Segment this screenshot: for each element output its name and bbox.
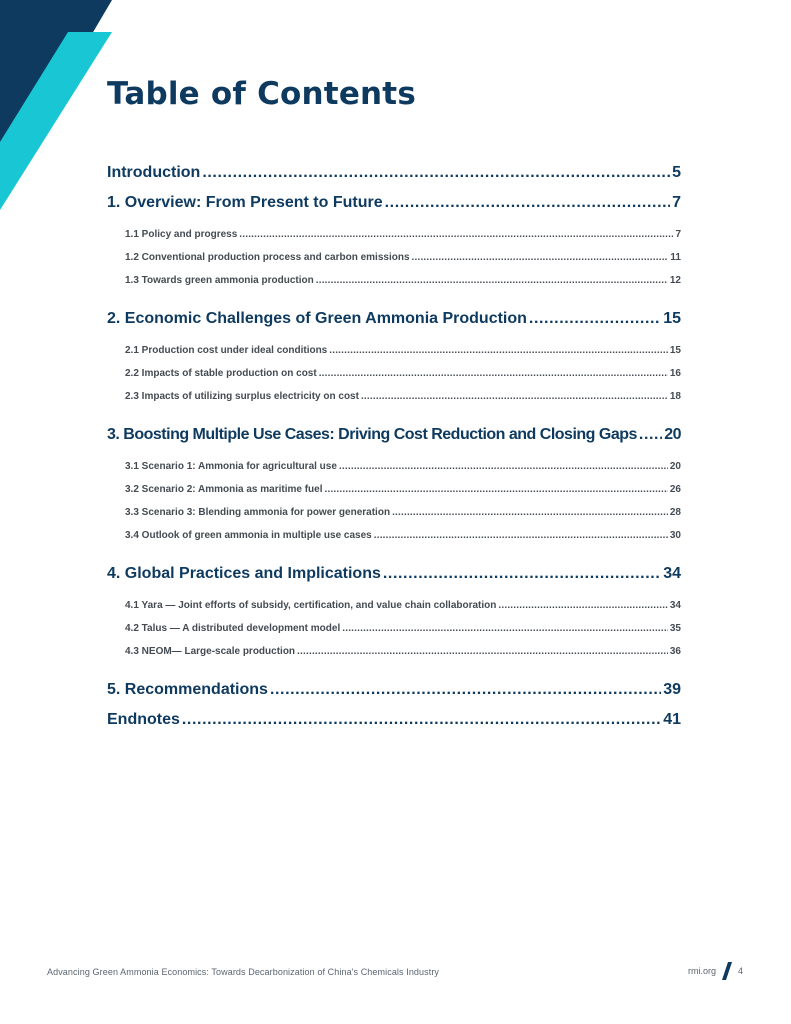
dot-leader (374, 524, 668, 547)
toc-entry-section-4-3[interactable] (107, 640, 681, 663)
toc-entry-section-2[interactable] (107, 304, 681, 334)
toc-entry-section-1-1[interactable] (107, 223, 681, 246)
dot-leader (202, 158, 670, 188)
toc-entry-page: 41 (663, 711, 681, 728)
toc-entry-label: 4.2 Talus — A distributed development model (125, 623, 341, 634)
toc-entry-page: 20 (664, 426, 681, 443)
toc-entry-label: 2. Economic Challenges of Green Ammonia Production (107, 310, 527, 327)
toc-entry-section-5[interactable] (107, 675, 681, 705)
dot-leader (392, 501, 668, 524)
dot-leader (324, 478, 667, 501)
dot-leader (239, 223, 673, 246)
dot-leader (270, 675, 661, 705)
dot-leader (412, 246, 669, 269)
toc-entry-introduction[interactable] (107, 158, 681, 188)
toc-entry-label: 5. Recommendations (107, 681, 268, 698)
toc-entry-section-1-3[interactable] (107, 269, 681, 292)
toc-entry-page: 35 (669, 623, 681, 634)
toc-entry-label: 3.3 Scenario 3: Blending ammonia for power generation (125, 507, 391, 518)
toc-entry-label: 2.3 Impacts of utilizing surplus electricity on cost (125, 391, 359, 402)
toc-entry-label: 1.1 Policy and progress (125, 229, 238, 240)
toc-entry-label: Endnotes (107, 711, 180, 728)
toc-entry-label: 2.1 Production cost under ideal conditions (125, 345, 328, 356)
toc-entry-label: 3.2 Scenario 2: Ammonia as maritime fuel (125, 484, 323, 495)
toc-entry-page: 18 (669, 391, 681, 402)
dot-leader (342, 617, 668, 640)
dot-leader (182, 705, 661, 735)
toc-entry-page: 15 (669, 345, 681, 356)
toc-entry-section-4-2[interactable] (107, 617, 681, 640)
toc-entry-page: 39 (663, 681, 681, 698)
toc-entry-label: 1. Overview: From Present to Future (107, 194, 383, 211)
dot-leader (529, 304, 661, 334)
toc-entry-page: 5 (672, 164, 681, 181)
toc-entry-page: 20 (669, 461, 681, 472)
toc-entry-label: 4.3 NEOM— Large-scale production (125, 646, 296, 657)
toc-entry-section-1[interactable] (107, 188, 681, 218)
toc-entry-section-3-3[interactable] (107, 501, 681, 524)
dot-leader (383, 559, 661, 589)
toc-entry-section-2-1[interactable] (107, 339, 681, 362)
dot-leader (385, 188, 670, 218)
toc-entry-section-2-3[interactable] (107, 385, 681, 408)
dot-leader (339, 455, 668, 478)
toc-entry-label: 3.1 Scenario 1: Ammonia for agricultural use (125, 461, 337, 472)
toc-entry-section-4-1[interactable] (107, 594, 681, 617)
toc-entry-section-4[interactable] (107, 559, 681, 589)
dot-leader (498, 594, 667, 617)
toc-entry-section-3-4[interactable] (107, 524, 681, 547)
toc-entry-page: 16 (669, 368, 681, 379)
dot-leader (316, 269, 668, 292)
toc-entry-section-1-2[interactable] (107, 246, 681, 269)
toc-entry-page: 34 (669, 600, 681, 611)
toc-entry-label: 3.4 Outlook of green ammonia in multiple use cases (125, 530, 372, 541)
footer-site-link[interactable]: rmi.org (687, 966, 716, 976)
dot-leader (329, 339, 668, 362)
toc-entry-label: 1.3 Towards green ammonia production (125, 275, 314, 286)
footer-page-number: 4 (737, 966, 743, 976)
dot-leader (319, 362, 668, 385)
toc-entry-section-3-2[interactable] (107, 478, 681, 501)
toc-entry-page: 12 (669, 275, 681, 286)
toc-entry-section-3[interactable] (107, 420, 681, 450)
toc-entry-page: 34 (663, 565, 681, 582)
toc-entry-page: 11 (670, 252, 681, 263)
toc-entry-page: 28 (669, 507, 681, 518)
toc-entry-label: Introduction (107, 164, 201, 181)
dot-leader (639, 420, 662, 450)
dot-leader (297, 640, 668, 663)
toc-entry-label: 2.2 Impacts of stable production on cost (125, 368, 317, 379)
toc-entry-page: 15 (663, 310, 681, 327)
toc-entry-page: 7 (675, 229, 681, 240)
toc-entry-label: 3. Boosting Multiple Use Cases: Driving Cost Reduction and Closing Gaps (107, 426, 637, 443)
toc-entry-label: 4. Global Practices and Implications (107, 565, 381, 582)
footer-right (688, 962, 743, 980)
toc-entry-label: 1.2 Conventional production process and carbon emissions (125, 252, 410, 263)
toc-entry-page: 36 (669, 646, 681, 657)
toc-entry-page: 26 (669, 484, 681, 495)
toc-entry-page: 7 (672, 194, 681, 211)
slash-divider-icon (722, 962, 732, 980)
toc-entry-label: 4.1 Yara — Joint efforts of subsidy, certification, and value chain collaboration (125, 600, 497, 611)
dot-leader (361, 385, 668, 408)
toc-entry-section-2-2[interactable] (107, 362, 681, 385)
toc-entry-section-3-1[interactable] (107, 455, 681, 478)
toc-entry-endnotes[interactable] (107, 705, 681, 735)
toc-entry-page: 30 (669, 530, 681, 541)
footer-document-title: Advancing Green Ammonia Economics: Towards Decarbonization of China's Chemicals Industry (47, 967, 440, 977)
page-title: Table of Contents (107, 76, 416, 112)
table-of-contents (107, 158, 681, 735)
